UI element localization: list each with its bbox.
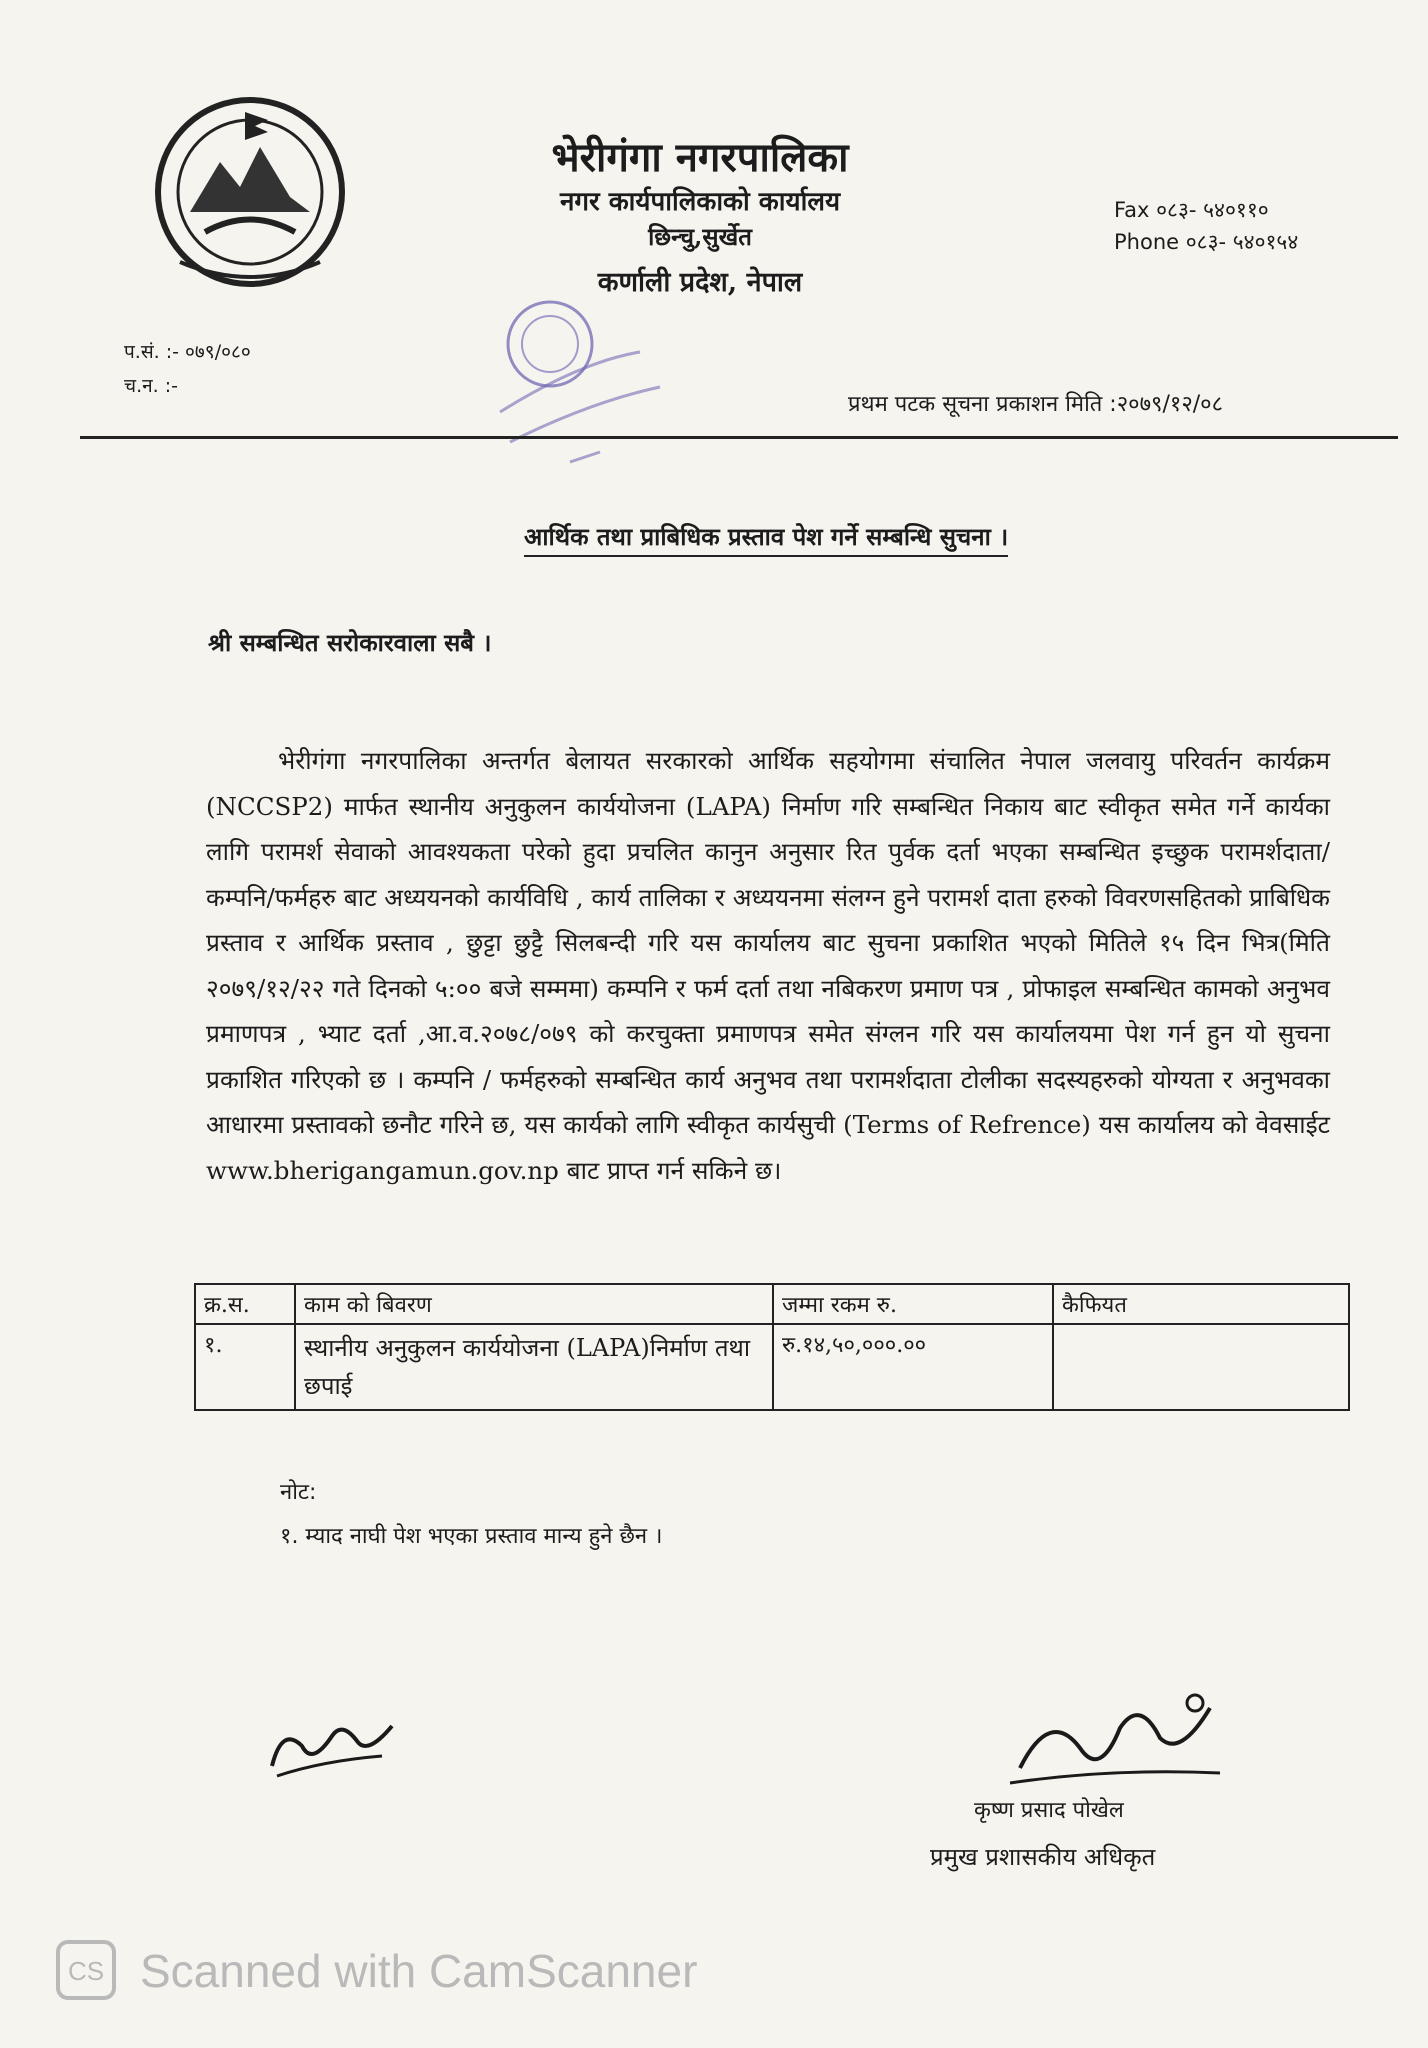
note-label: नोट: [280, 1480, 317, 1505]
column-header-amount: जम्मा रकम रु. [773, 1284, 1053, 1324]
government-emblem-icon [150, 92, 350, 292]
notice-body: भेरीगंगा नगरपालिका अन्तर्गत बेलायत सरकारको आर्थिक सहयोगमा संचालित नेपाल जलवायु परिवर्तन कार्यक्रम (NCCSP2) मार्फत स्थानीय अनुकुलन कार्ययोजना (LAPA) निर्माण गरि सम्बन्धित निकाय बाट स्वीकृत समेत गर्ने कार्यका लागि परामर्श सेवाको आवश्यकता परेको हुदा प्रचलित कानुन अनुसार रित पुर्वक दर्ता भएका सम्बन्धित इच्छुक परामर्शदाता/कम्पनि/फर्महरु बाट अध्ययनको कार्यविधि , कार्य तालिका र अध्ययनमा संलग्न हुने परामर्श दाता हरुको विवरणसहितको प्राबिधिक प्रस्ताव र आर्थिक प्रस्ताव , छुट्टा छुट्टै सिलबन्दी गरि यस कार्यालय बाट सुचना प्रकाशित भएको मितिले १५ दिन भित्र(मिति २०७९/१२/२२ गते दिनको ५:०० बजे सम्ममा) कम्पनि र फर्म दर्ता तथा नबिकरण प्रमाण पत्र , प्रोफाइल सम्बन्धित कामको अनुभव प्रमाणपत्र , भ्याट दर्ता ,आ.व.२०७८/०७९ को करचुक्ता प्रमाणपत्र समेत संग्लन गरि यस कार्यालयमा पेश गर्न हुन यो सुचना प्रकाशित गरिएको छ । कम्पनि / फर्महरुको सम्बन्धित कार्य अनुभव तथा परामर्शदाता टोलीका सदस्यहरुको योग्यता र अनुभवका आधारमा प्रस्तावको छनौट गरिने छ, यस कार्यको लागि स्वीकृत कार्यसुची (Terms of Refrence) यस कार्यालय को वेवसाईट www.bherigangamun.gov.np बाट प्राप्त गर्न सकिने छ। [206, 746, 1330, 1185]
office-name: नगर कार्यपालिकाको कार्यालय [559, 187, 841, 217]
column-header-sn: क्र.स. [195, 1284, 295, 1324]
officer-name: कृष्ण प्रसाद पोखेल [974, 1798, 1124, 1823]
dispatch-number: च.न. :- [124, 375, 178, 397]
reference-number: प.सं. :- ०७९/०८० [124, 341, 251, 363]
notice-subject: आर्थिक तथा प्राबिधिक प्रस्ताव पेश गर्ने सम्बन्धि सुचना । [524, 520, 1008, 557]
initials-signature-icon [262, 1706, 402, 1786]
cell-description: स्थानीय अनुकुलन कार्ययोजना (LAPA)निर्माण तथा छपाई [295, 1324, 773, 1410]
officer-title: प्रमुख प्रशासकीय अधिकृत [930, 1843, 1156, 1871]
column-header-description: काम को बिवरण [295, 1284, 773, 1324]
municipality-name: भेरीगंगा नगरपालिका [551, 134, 849, 181]
header-divider [80, 436, 1398, 439]
scanner-watermark: Scanned with CamScanner [140, 1945, 698, 1997]
fax-number: Fax ०८३- ५४०११० [1114, 198, 1269, 222]
province-name: कर्णाली प्रदेश, नेपाल [597, 267, 803, 298]
column-header-remarks: कैफियत [1053, 1284, 1349, 1324]
office-address: छिन्चु,सुर्खेत [648, 222, 752, 251]
svg-text:CS: CS [67, 1956, 105, 1986]
camscanner-logo-icon [56, 1940, 116, 2000]
publication-date: प्रथम पटक सूचना प्रकाशन मिति :२०७९/१२/०८ [848, 392, 1224, 417]
note-item: १. म्याद नाघी पेश भएका प्रस्ताव मान्य हुने छैन । [280, 1524, 663, 1549]
officer-signature-icon [990, 1688, 1230, 1798]
table-row [195, 1324, 1349, 1410]
office-stamp-icon [490, 292, 690, 472]
cell-amount: रु.१४,५०,०००.०० [773, 1324, 1053, 1410]
cost-table [194, 1283, 1350, 1411]
cell-remarks [1053, 1324, 1349, 1410]
cell-sn: १. [195, 1324, 295, 1410]
salutation: श्री सम्बन्धित सरोकारवाला सबै । [208, 629, 492, 657]
table-header-row [195, 1284, 1349, 1324]
phone-number: Phone ०८३- ५४०१५४ [1114, 230, 1299, 254]
